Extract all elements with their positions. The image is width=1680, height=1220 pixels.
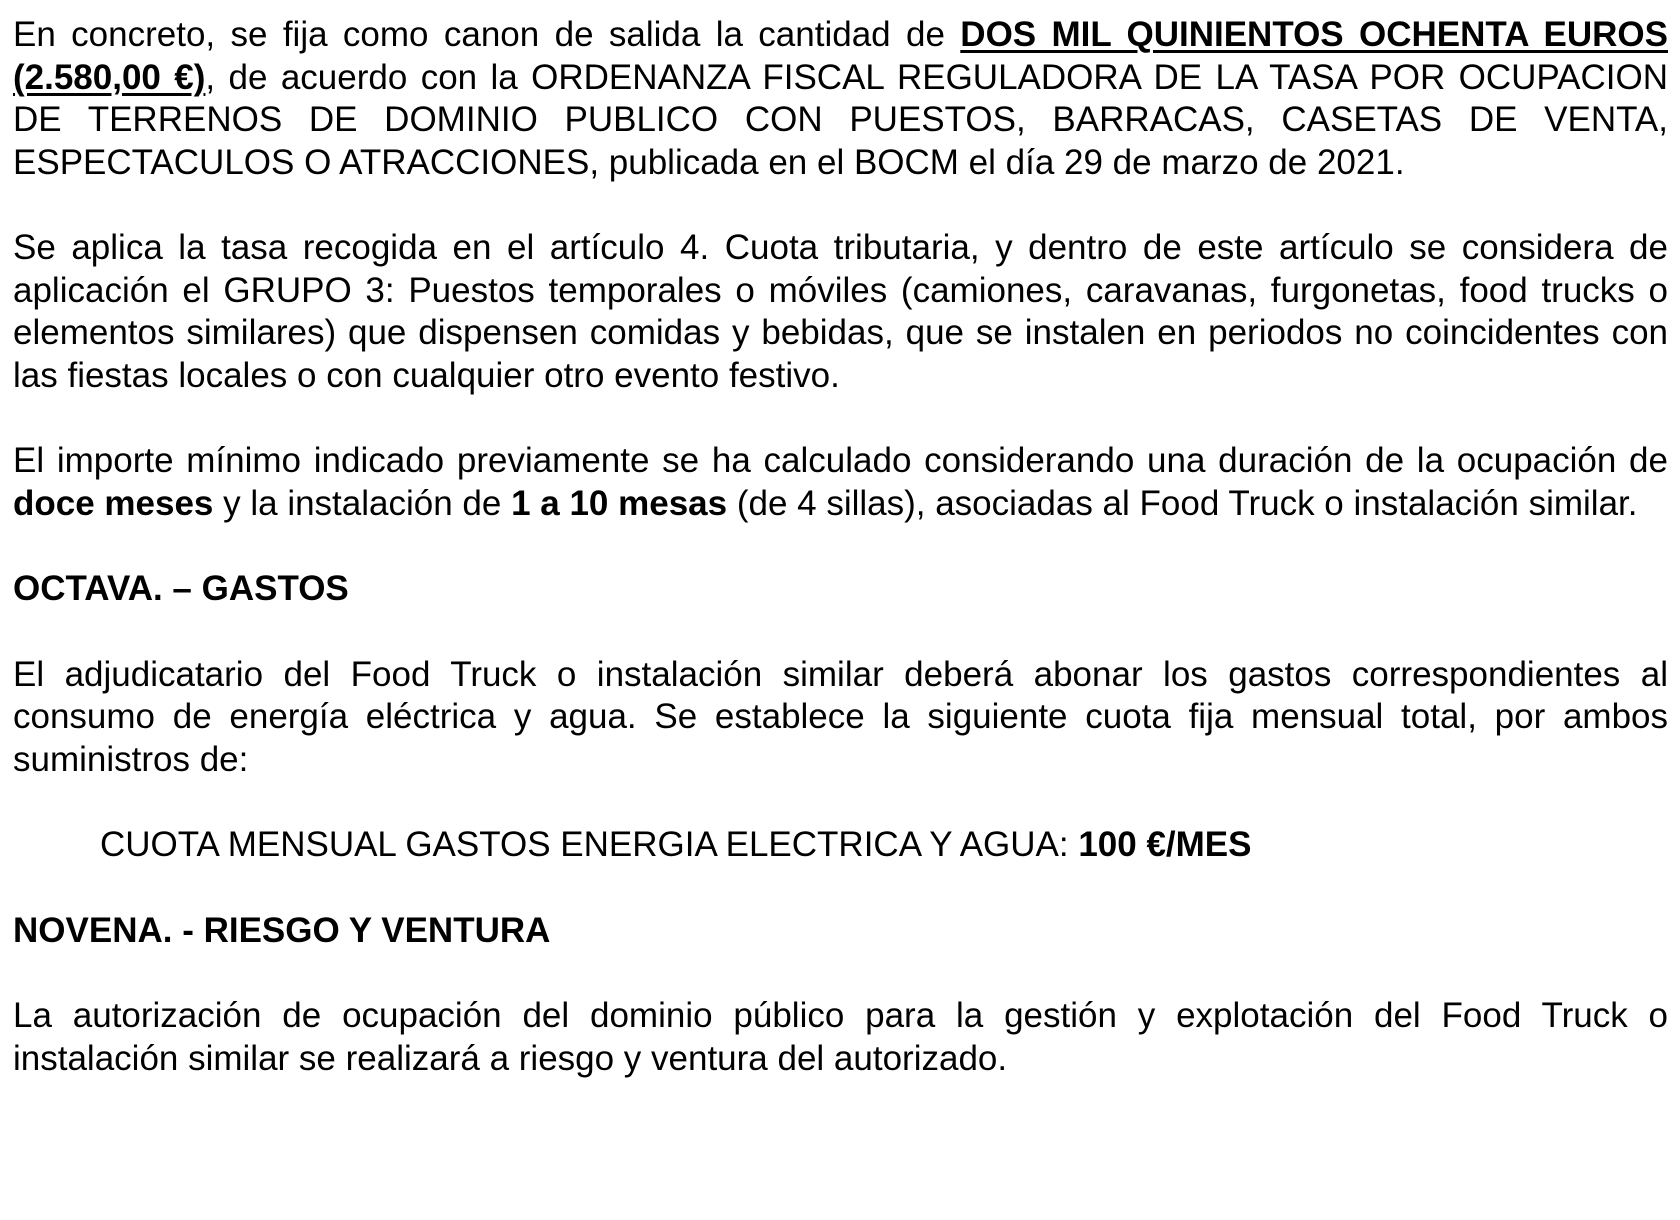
paragraph-riesgo-ventura: La autorización de ocupación del dominio público para la gestión y explotación del Food Truck o instalación similar se realizará a riesgo y ventura del autorizado. xyxy=(13,996,1668,1078)
cuota-amount: 100 €/MES xyxy=(1078,825,1252,864)
importe-text-3: (de 4 sillas), asociadas al Food Truck o instalación similar. xyxy=(727,483,1638,523)
importe-text-1: El importe mínimo indicado previamente se ha calculado considerando una duración de la ocupación de xyxy=(13,441,1668,480)
cuota-label: CUOTA MENSUAL GASTOS ENERGIA ELECTRICA Y AGUA: xyxy=(100,825,1079,864)
paragraph-importe-minimo xyxy=(13,440,1668,525)
section-heading-octava: OCTAVA. – GASTOS xyxy=(13,569,349,608)
spacer xyxy=(13,867,1668,910)
canon-text-start: En concreto, se fija como canon de salida la cantidad de xyxy=(13,15,961,54)
paragraph-canon-salida xyxy=(13,14,1668,184)
duration-bold: doce meses xyxy=(13,483,214,523)
section-heading-novena: NOVENA. - RIESGO Y VENTURA xyxy=(13,910,551,950)
spacer xyxy=(13,952,1668,995)
spacer xyxy=(13,525,1668,568)
paragraph-cuota-mensual xyxy=(13,824,1668,867)
importe-text-2: y la instalación de xyxy=(213,483,512,523)
paragraph-tasa-grupo3: Se aplica la tasa recogida en el artículo 4. Cuota tributaria, y dentro de este artículo se considera de aplicación el GRUPO 3: Puestos temporales o móviles (camiones, caravanas, furgonetas, food trucks o elementos similares) que dispensen comidas y bebidas, que se instalen en periodos no coincidentes con las fiestas locales o con cualquier otro evento festivo. xyxy=(13,228,1668,395)
tables-bold: 1 a 10 mesas xyxy=(511,483,728,523)
spacer xyxy=(13,781,1668,824)
spacer xyxy=(13,397,1668,440)
canon-text-end: , de acuerdo con la ORDENANZA FISCAL REGULADORA DE LA TASA POR OCUPACION DE TERRENOS DE DOMINIO PUBLICO CON PUESTOS, BARRACAS, CASETAS DE VENTA, ESPECTACULOS O ATRACCIONES, publicada en el BOCM el día 29 de marzo de 2021. xyxy=(13,57,1668,182)
document-page xyxy=(13,14,1668,1080)
paragraph-gastos: El adjudicatario del Food Truck o instalación similar deberá abonar los gastos correspondientes al consumo de energía eléctrica y agua. Se establece la siguiente cuota fija mensual total, por ambos suministros de: xyxy=(13,654,1668,779)
canon-amount: DOS MIL QUINIENTOS OCHENTA EUROS (2.580,00 €) xyxy=(13,15,1668,97)
spacer xyxy=(13,184,1668,227)
spacer xyxy=(13,611,1668,654)
